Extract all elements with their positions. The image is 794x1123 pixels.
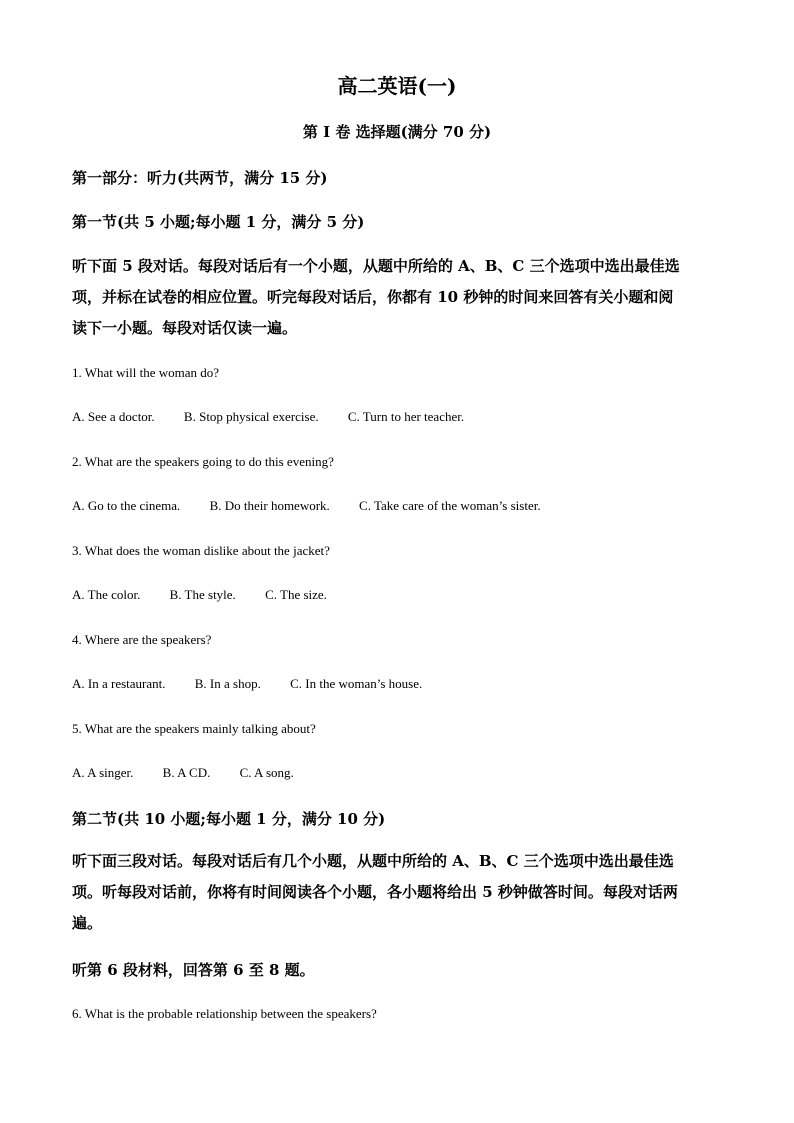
section1-heading: 第一节(共 5 小题;每小题 1 分，满分 5 分) [72, 213, 365, 231]
question-4-options [72, 676, 422, 692]
option-a: A. In a restaurant. [72, 676, 166, 691]
question-5: 5. What are the speakers mainly talking about? [72, 721, 316, 736]
question-5-options [72, 765, 294, 781]
instruction-line: 读下一小题。每段对话仅读一遍。 [72, 319, 298, 337]
section1-instructions [72, 251, 722, 344]
option-a: A. A singer. [72, 765, 134, 780]
section2-heading: 第二节(共 10 小题;每小题 1 分，满分 10 分) [72, 810, 386, 828]
page-title: 高二英语(一) [337, 74, 457, 98]
option-c: C. In the woman’s house. [290, 676, 423, 691]
question-1: 1. What will the woman do? [72, 365, 220, 380]
option-b: B. In a shop. [194, 676, 261, 691]
option-b: B. Do their homework. [209, 498, 330, 513]
question-2: 2. What are the speakers going to do this evening? [72, 454, 334, 469]
question-3: 3. What does the woman dislike about the jacket? [72, 543, 330, 558]
instruction-line: 项。听每段对话前，你将有时间阅读各个小题，各小题将给出 5 秒钟做答时间。每段对话两 [72, 883, 678, 901]
section2-instructions [72, 846, 722, 939]
instruction-line: 听下面 5 段对话。每段对话后有一个小题，从题中所给的 A、B、C 三个选项中选出最佳选 [72, 257, 680, 275]
question-1-options [72, 409, 464, 425]
question-2-options [72, 498, 541, 514]
page-subtitle: 第 I 卷 选择题(满分 70 分) [302, 123, 492, 141]
instruction-line: 遍。 [72, 914, 103, 932]
question-6: 6. What is the probable relationship between the speakers? [72, 1006, 377, 1021]
option-c: C. A song. [239, 765, 294, 780]
option-a: A. The color. [72, 587, 141, 602]
material-heading: 听第 6 段材料，回答第 6 至 8 题。 [72, 961, 315, 979]
part-heading: 第一部分：听力(共两节，满分 15 分) [72, 169, 328, 187]
instruction-line: 项，并标在试卷的相应位置。听完每段对话后，你都有 10 秒钟的时间来回答有关小题和阅 [72, 288, 674, 306]
question-4: 4. Where are the speakers? [72, 632, 212, 647]
option-b: B. A CD. [162, 765, 211, 780]
option-b: B. Stop physical exercise. [183, 409, 319, 424]
option-a: A. Go to the cinema. [72, 498, 181, 513]
option-a: A. See a doctor. [72, 409, 155, 424]
question-3-options [72, 587, 327, 603]
option-c: C. Turn to her teacher. [347, 409, 465, 424]
option-c: C. The size. [265, 587, 327, 602]
option-b: B. The style. [169, 587, 236, 602]
option-c: C. Take care of the woman’s sister. [359, 498, 541, 513]
instruction-line: 听下面三段对话。每段对话后有几个小题，从题中所给的 A、B、C 三个选项中选出最佳选 [72, 852, 674, 870]
